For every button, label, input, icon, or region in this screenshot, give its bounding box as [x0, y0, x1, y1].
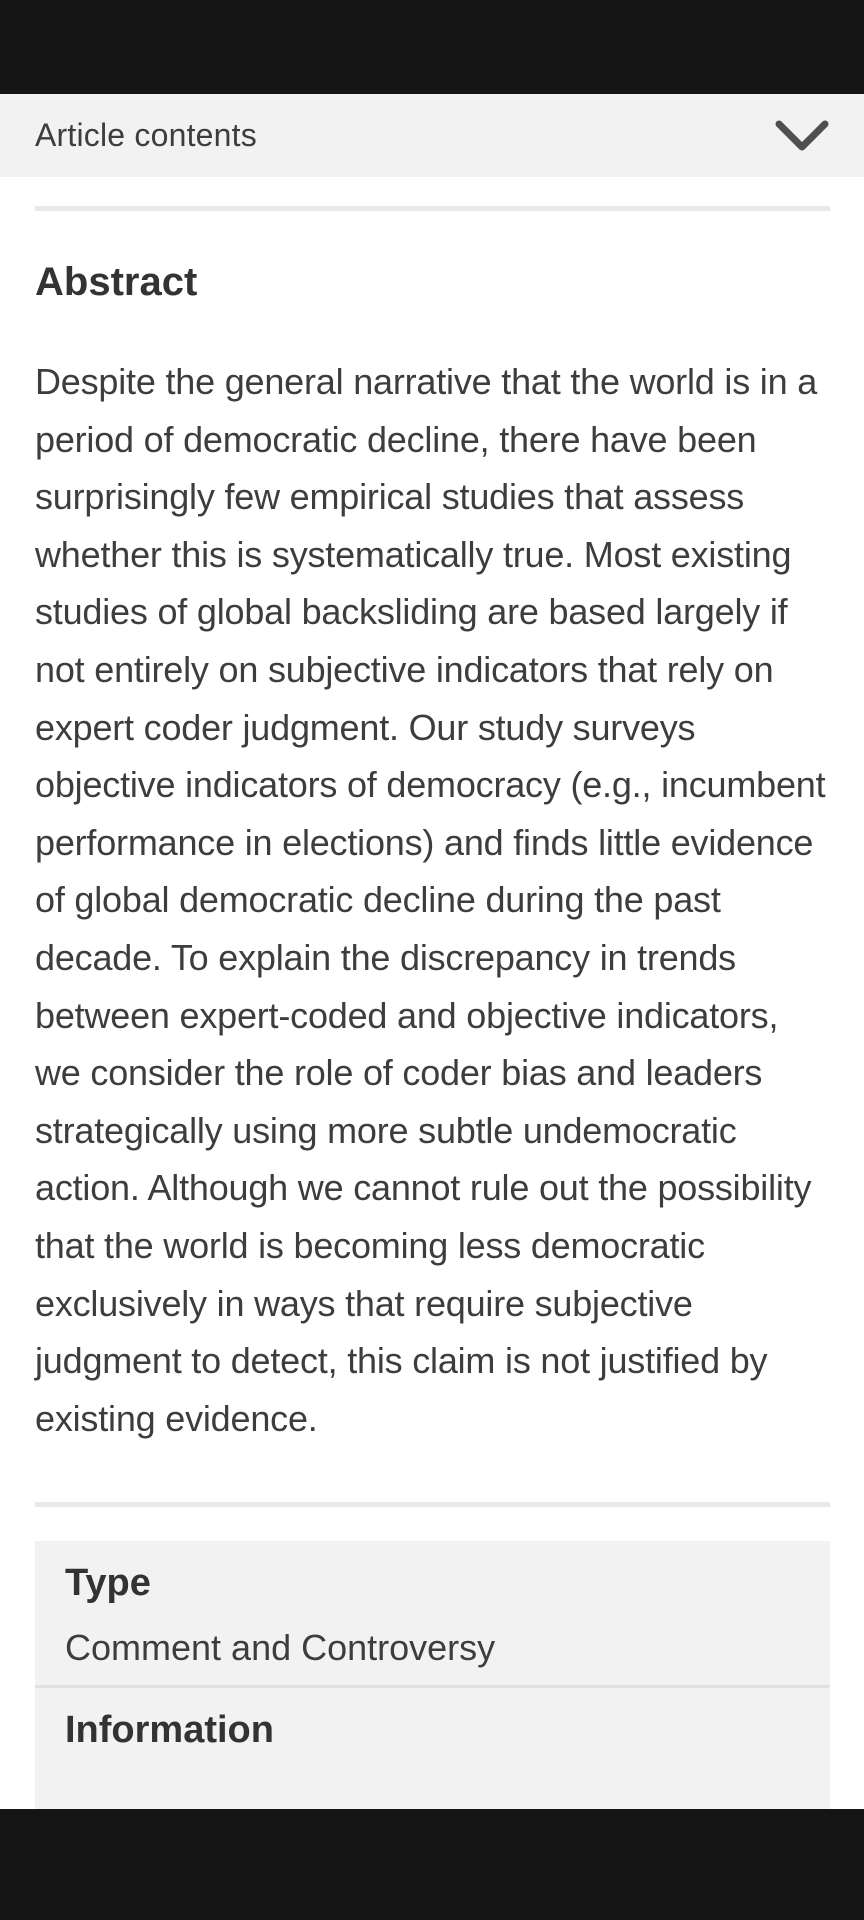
meta-type-label: Type — [65, 1562, 151, 1605]
meta-type-value: Comment and Controversy — [65, 1627, 496, 1669]
article-meta-panel — [35, 1541, 830, 1824]
section-divider — [35, 206, 830, 211]
abstract-text: Despite the general narrative that the world is in a period of democratic decline, there have been surprisingly few empirical studies that assess whether this is systematically true. Most existing studies of global backsliding are based largely if not entirely on subjective indicators that rely on expert coder judgment. Our study surveys objective indicators of democracy (e.g., incumbent performance in elections) and finds little evidence of global democratic decline during the past decade. To explain the discrepancy in trends between expert-coded and objective indicators, we consider the role of coder bias and leaders strategically using more subtle undemocratic action. Although we cannot rule out the possibility that the world is becoming less democratic exclusively in ways that require subjective judgment to detect, this claim is not justified by existing evidence. — [35, 361, 826, 1439]
meta-row-type — [35, 1541, 830, 1688]
meta-information-label: Information — [65, 1709, 274, 1752]
chevron-down-icon — [774, 118, 830, 154]
section-divider — [35, 1502, 830, 1507]
article-main — [0, 177, 864, 1824]
article-contents-accordion[interactable] — [0, 94, 864, 177]
meta-row-information — [35, 1688, 830, 1824]
bottom-chrome-bar — [0, 1809, 864, 1920]
top-chrome-bar — [0, 0, 864, 94]
abstract-heading: Abstract — [35, 260, 198, 304]
article-contents-label: Article contents — [35, 117, 257, 153]
